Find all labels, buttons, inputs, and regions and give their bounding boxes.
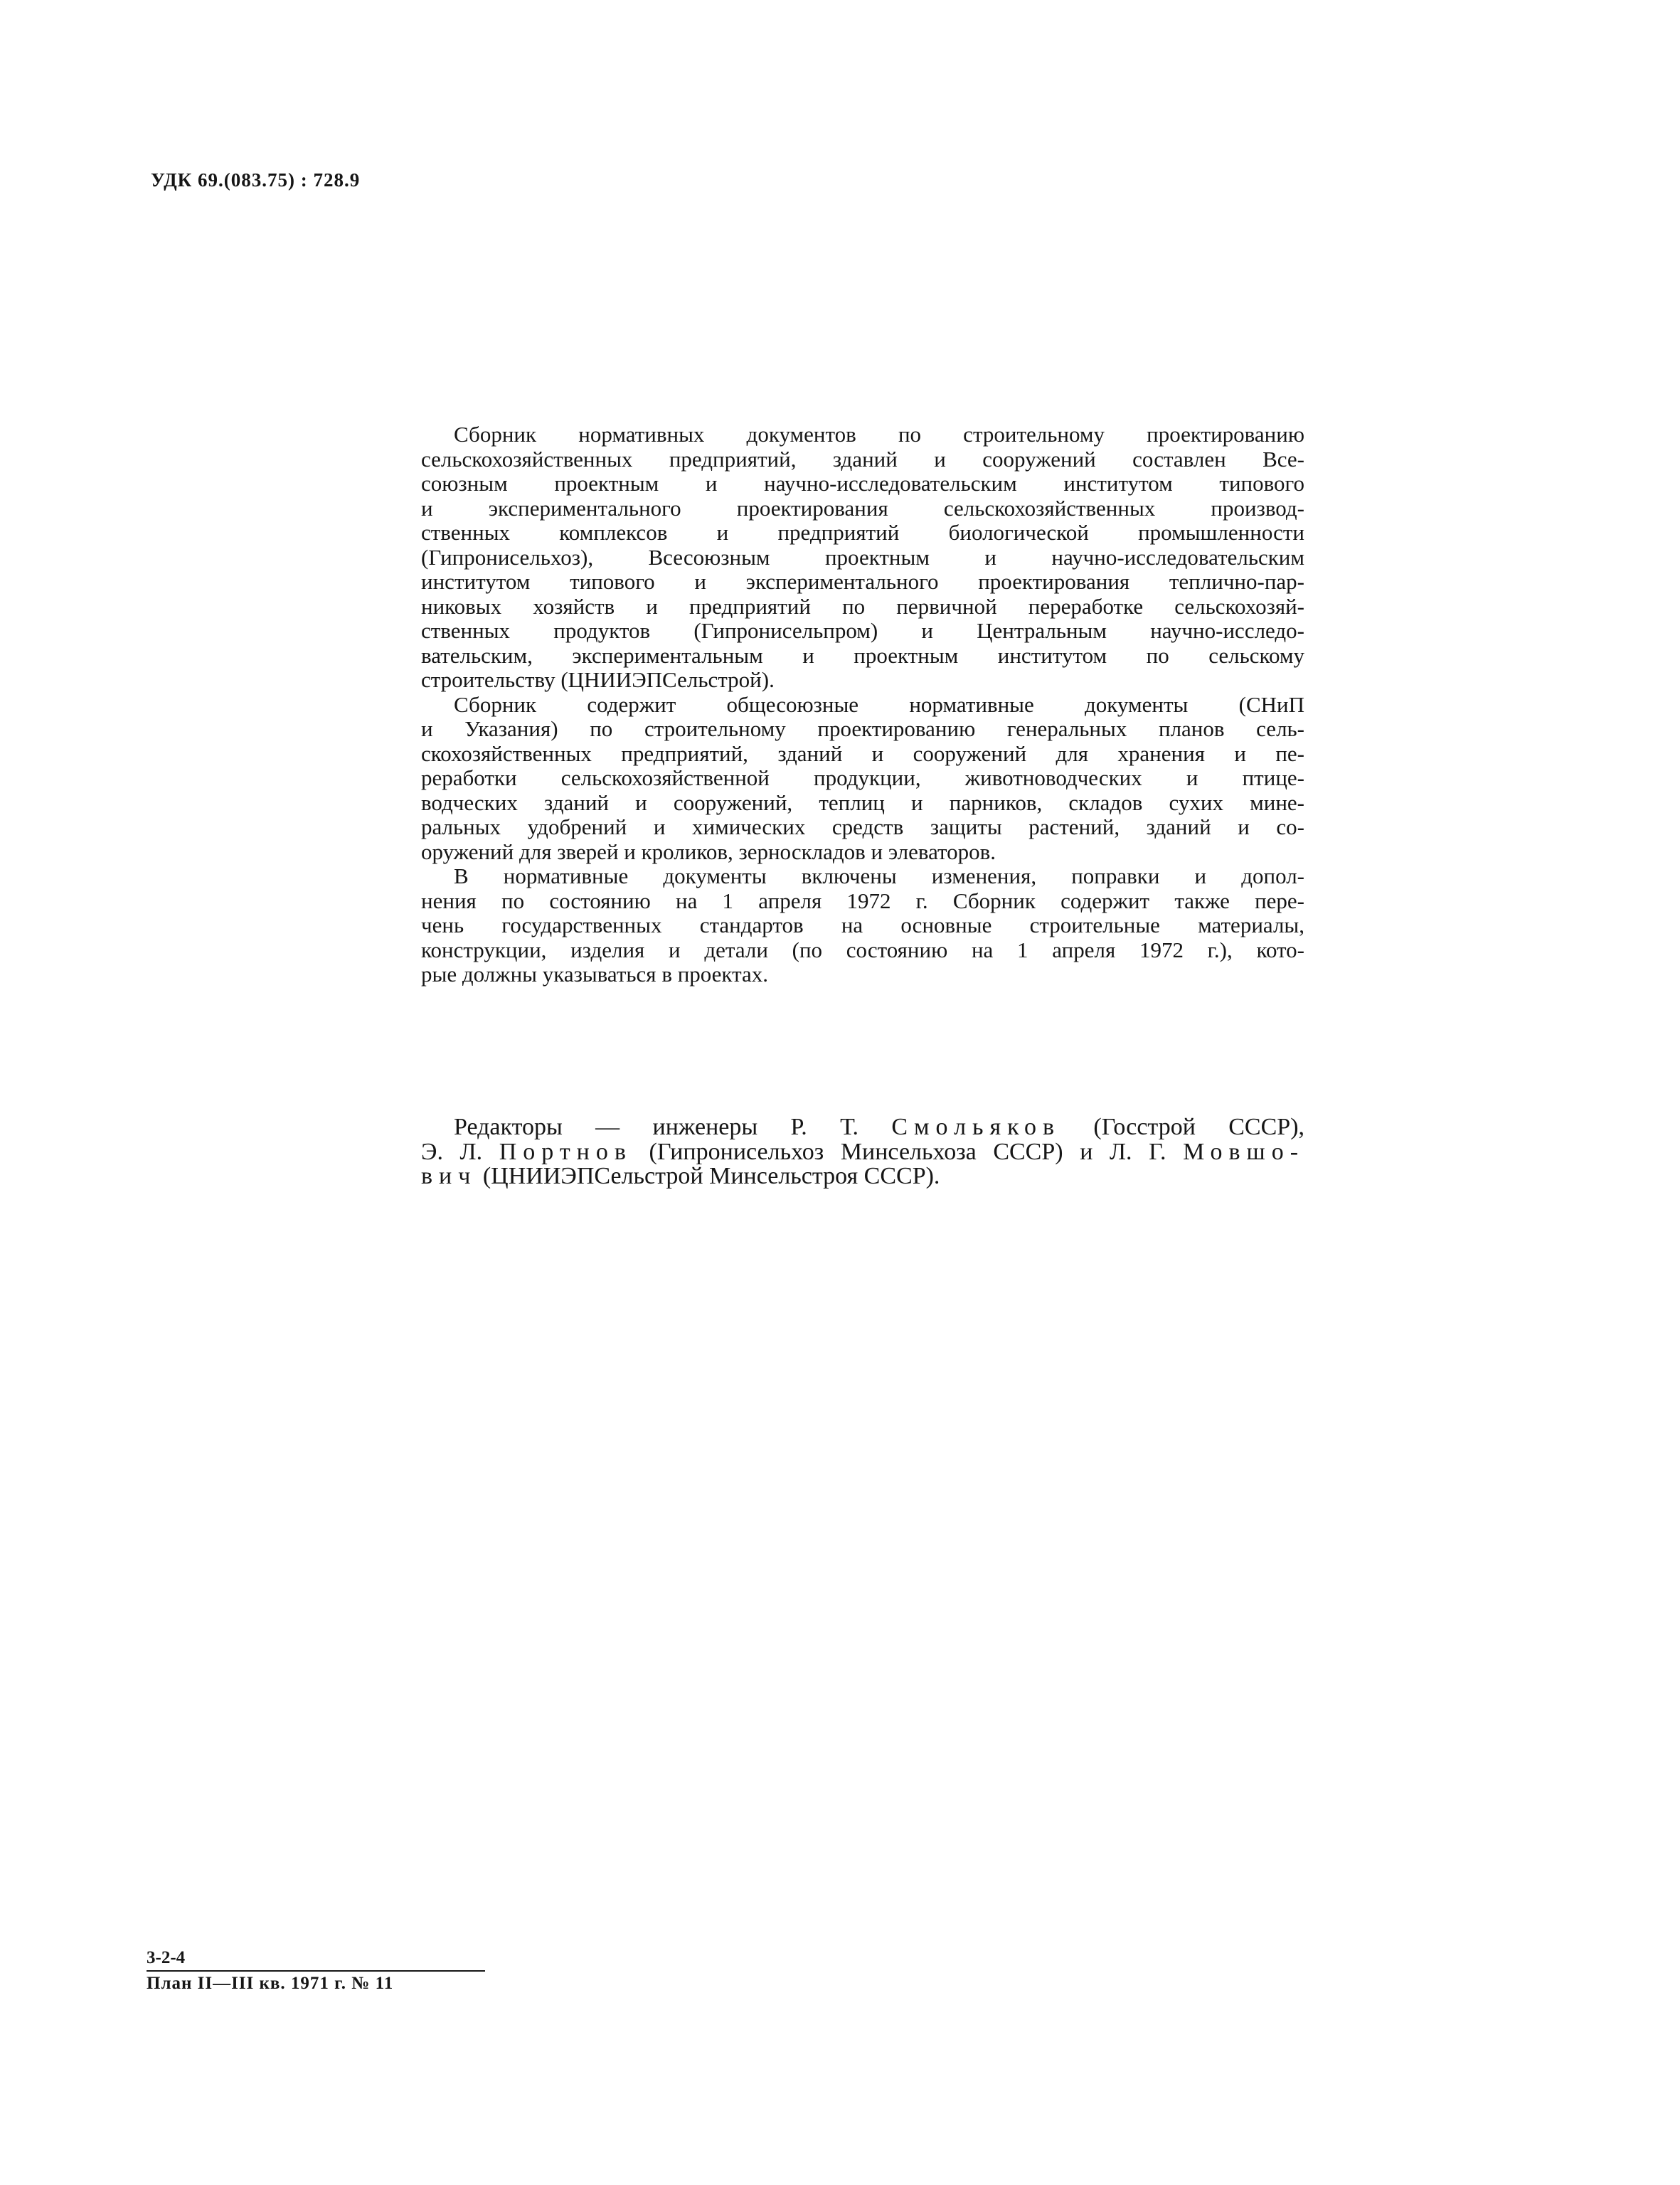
publication-plan: План II—III кв. 1971 г. № 11	[147, 1974, 394, 1993]
text-line: ственных продуктов (Гипронисельпром) и Центральным научно-исследо-	[421, 618, 1304, 643]
text-line: Сборник нормативных документов по строительному проектированию	[454, 422, 1304, 447]
text-line: конструкции, изделия и детали (по состоянию на 1 апреля 1972 г.), кото-	[421, 937, 1304, 962]
editors-line	[421, 1112, 1305, 1140]
text-line: нения по состоянию на 1 апреля 1972 г. Сборник содержит также пере-	[421, 888, 1304, 913]
editors-line	[421, 1161, 1304, 1189]
editor-affiliation: (ЦНИИЭПСельстрой Минсельстроя СССР).	[482, 1163, 940, 1189]
text-line: рые должны указываться в проектах.	[421, 962, 769, 987]
udk-code: УДК 69.(083.75) : 728.9	[151, 169, 361, 191]
text-line: водческих зданий и сооружений, теплиц и парников, складов сухих мине-	[421, 790, 1304, 815]
editor-name: Портнов	[499, 1138, 632, 1165]
text-line: (Гипронисельхоз), Всесоюзным проектным и научно-исследовательским	[421, 544, 1304, 570]
editor-affiliation: (Гипронисельхоз Минсельхоза СССР) и Л. Г.	[649, 1138, 1166, 1165]
editors-prefix: Редакторы — инженеры Р. Т.	[454, 1114, 858, 1140]
editor-initials: Э. Л.	[421, 1138, 483, 1165]
text-line: вательским, экспериментальным и проектным институтом по сельскому	[421, 642, 1304, 668]
paragraph-contents	[421, 693, 1304, 865]
text-line: сельскохозяйственных предприятий, зданий и сооружений составлен Все-	[421, 446, 1304, 472]
text-line: строительству (ЦНИИЭПСельстрой).	[421, 667, 775, 692]
paragraph-changes	[421, 864, 1304, 987]
editors-block	[421, 1112, 1305, 1189]
editor-name: Мовшо-	[1183, 1138, 1305, 1165]
text-line: никовых хозяйств и предприятий по первичной переработке сельскохозяй-	[421, 593, 1304, 619]
text-line: оружений для зверей и кроликов, зерноскладов и элеваторов.	[421, 839, 996, 864]
text-line: чень государственных стандартов на основные строительные материалы,	[421, 913, 1304, 937]
text-line: ральных удобрений и химических средств защиты растений, зданий и со-	[421, 814, 1304, 839]
publication-footer	[147, 1947, 485, 1994]
text-line: и экспериментального проектирования сельскохозяйственных производ-	[421, 495, 1304, 521]
text-line: и Указания) по строительному проектированию генеральных планов сель-	[421, 716, 1304, 741]
text-line: ственных комплексов и предприятий биологической промышленности	[421, 520, 1304, 545]
editor-name: вич	[421, 1163, 477, 1189]
annotation-text	[421, 422, 1304, 987]
paragraph-compilers	[421, 422, 1304, 693]
text-line: союзным проектным и научно-исследовательским институтом типового	[421, 471, 1304, 496]
text-line: скохозяйственных предприятий, зданий и сооружений для хранения и пе-	[421, 740, 1304, 766]
text-line: институтом типового и экспериментального проектирования теплично-пар-	[421, 569, 1304, 594]
text-line: В нормативные документы включены изменения, поправки и допол-	[454, 863, 1304, 888]
editor-affiliation: (Госстрой СССР),	[1093, 1114, 1305, 1140]
text-line: Сборник содержит общесоюзные нормативные документы (СНиП	[454, 691, 1304, 717]
publication-code: 3-2-4	[147, 1947, 485, 1972]
text-line: реработки сельскохозяйственной продукции, животноводческих и птице-	[421, 765, 1304, 790]
editor-name: Смольяков	[891, 1114, 1061, 1140]
editors-line	[421, 1137, 1305, 1165]
